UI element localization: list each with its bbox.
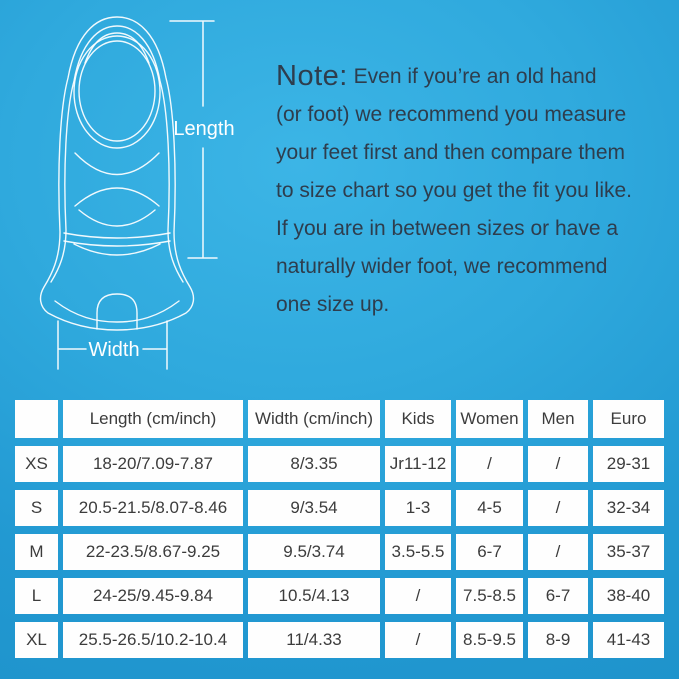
length-dimension-label: Length xyxy=(173,118,235,140)
table-row xyxy=(15,622,664,658)
table-cell: 6-7 xyxy=(456,534,523,570)
size-cell: XS xyxy=(15,446,58,482)
table-cell: 38-40 xyxy=(593,578,664,614)
column-header-euro: Euro xyxy=(593,400,664,438)
foot-pocket xyxy=(64,36,170,329)
column-header-length: Length (cm/inch) xyxy=(63,400,243,438)
table-cell: 25.5-26.5/10.2-10.4 xyxy=(63,622,243,658)
fin-outline xyxy=(41,17,194,330)
table-cell: 11/4.33 xyxy=(248,622,380,658)
table-cell: 20.5-21.5/8.07-8.46 xyxy=(63,490,243,526)
size-cell: M xyxy=(15,534,58,570)
size-cell: S xyxy=(15,490,58,526)
table-cell: 7.5-8.5 xyxy=(456,578,523,614)
column-header-women: Women xyxy=(456,400,523,438)
table-row xyxy=(15,534,664,570)
table-cell: 29-31 xyxy=(593,446,664,482)
column-header-men: Men xyxy=(528,400,588,438)
column-header-kids: Kids xyxy=(385,400,451,438)
table-cell: / xyxy=(385,622,451,658)
table-row xyxy=(15,490,664,526)
note-line: naturally wider foot, we recommend xyxy=(276,255,608,278)
table-cell: 4-5 xyxy=(456,490,523,526)
table-row xyxy=(15,578,664,614)
column-header-size xyxy=(15,400,58,438)
table-cell: 41-43 xyxy=(593,622,664,658)
table-cell: 8-9 xyxy=(528,622,588,658)
table-cell: 22-23.5/8.67-9.25 xyxy=(63,534,243,570)
note-line: (or foot) we recommend you measure xyxy=(276,103,627,126)
header-row xyxy=(15,400,664,438)
size-table xyxy=(10,392,669,666)
size-cell: L xyxy=(15,578,58,614)
table-cell: 9.5/3.74 xyxy=(248,534,380,570)
table-cell: 10.5/4.13 xyxy=(248,578,380,614)
table-cell: / xyxy=(528,446,588,482)
size-table-grid xyxy=(10,392,669,666)
table-cell: 3.5-5.5 xyxy=(385,534,451,570)
table-cell: 9/3.54 xyxy=(248,490,380,526)
table-cell: / xyxy=(528,534,588,570)
table-cell: 6-7 xyxy=(528,578,588,614)
size-cell: XL xyxy=(15,622,58,658)
table-cell: 32-34 xyxy=(593,490,664,526)
note-line xyxy=(276,57,674,96)
note-line: your feet first and then compare them xyxy=(276,141,626,164)
table-cell: 8.5-9.5 xyxy=(456,622,523,658)
table-cell: 24-25/9.45-9.84 xyxy=(63,578,243,614)
note-line: to size chart so you get the fit you like. xyxy=(276,179,633,202)
note-heading: Note: xyxy=(276,60,348,92)
length-dimension xyxy=(170,21,235,258)
note-line: one size up. xyxy=(276,293,390,316)
width-dimension xyxy=(58,321,167,369)
width-dimension-label: Width xyxy=(88,339,140,361)
table-row xyxy=(15,446,664,482)
column-header-width: Width (cm/inch) xyxy=(248,400,380,438)
table-cell: 35-37 xyxy=(593,534,664,570)
table-cell: Jr11-12 xyxy=(385,446,451,482)
note-line: If you are in between sizes or have a xyxy=(276,217,619,240)
table-cell: / xyxy=(456,446,523,482)
note xyxy=(276,57,674,324)
table-cell: 18-20/7.09-7.87 xyxy=(63,446,243,482)
table-cell: 1-3 xyxy=(385,490,451,526)
table-cell: / xyxy=(385,578,451,614)
table-cell: 8/3.35 xyxy=(248,446,380,482)
note-line-text: Even if you’re an old hand xyxy=(353,65,597,88)
table-cell: / xyxy=(528,490,588,526)
